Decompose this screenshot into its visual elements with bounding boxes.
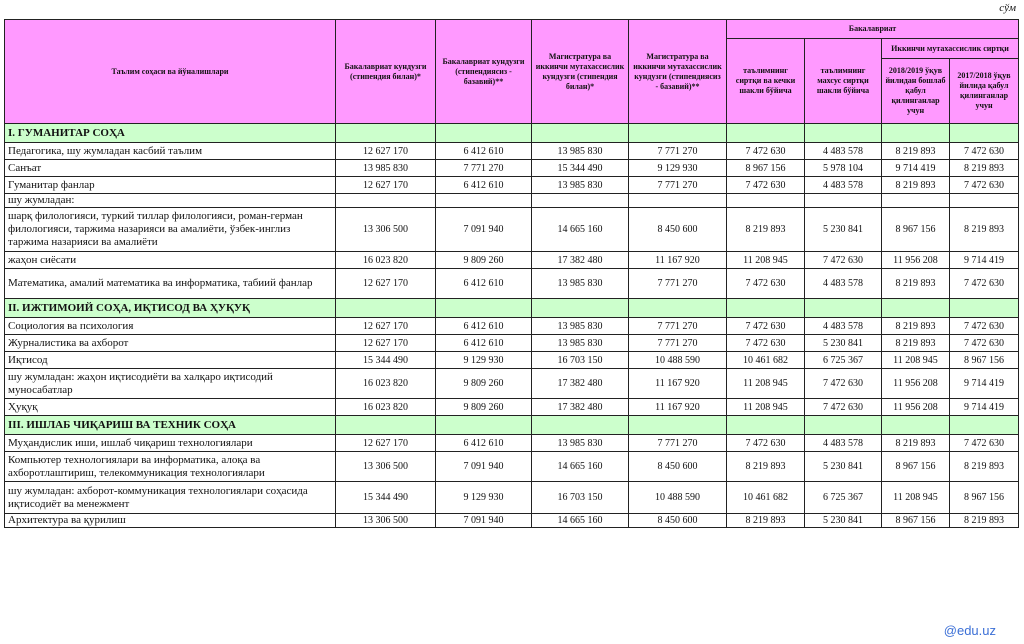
fee-cell: 13 985 830 xyxy=(532,318,629,335)
fee-cell: 4 483 578 xyxy=(805,435,882,452)
row-label: Санъат xyxy=(5,160,336,177)
row-label: Журналистика ва ахборот xyxy=(5,335,336,352)
fee-cell: 11 208 945 xyxy=(727,399,805,416)
fee-cell: 7 771 270 xyxy=(629,177,727,194)
fee-cell: 7 472 630 xyxy=(950,177,1019,194)
fee-cell: 7 472 630 xyxy=(727,435,805,452)
fee-cell: 13 306 500 xyxy=(336,208,436,252)
header-admitted-2017: 2017/2018 ўқув йилида қабул қилинганлар учун xyxy=(950,59,1019,124)
table-row xyxy=(5,482,1019,514)
fee-cell: 15 344 490 xyxy=(336,482,436,514)
fee-cell: 7 771 270 xyxy=(629,435,727,452)
section-fill-cell xyxy=(805,299,882,318)
fee-cell: 8 219 893 xyxy=(882,435,950,452)
row-label: Математика, амалий математика ва информатика, табиий фанлар xyxy=(5,269,336,299)
section-fill-cell xyxy=(629,299,727,318)
fee-cell: 8 967 156 xyxy=(950,352,1019,369)
fee-cell: 7 472 630 xyxy=(805,369,882,399)
fee-cell: 13 985 830 xyxy=(336,160,436,177)
row-label: Муҳандислик иши, ишлаб чиқариш технологиялари xyxy=(5,435,336,452)
fee-cell: 7 771 270 xyxy=(629,143,727,160)
fee-cell: 8 967 156 xyxy=(950,482,1019,514)
fee-cell: 8 219 893 xyxy=(882,269,950,299)
fee-cell: 13 985 830 xyxy=(532,269,629,299)
fee-cell: 8 219 893 xyxy=(727,208,805,252)
section-fill-cell xyxy=(532,299,629,318)
section-fill-cell xyxy=(436,416,532,435)
fee-cell: 7 472 630 xyxy=(805,399,882,416)
fee-cell: 6 412 610 xyxy=(436,143,532,160)
fee-cell: 4 483 578 xyxy=(805,269,882,299)
section-fill-cell xyxy=(532,124,629,143)
section-fill-cell xyxy=(629,124,727,143)
fee-cell: 7 091 940 xyxy=(436,452,532,482)
fee-cell xyxy=(950,194,1019,208)
fee-cell: 7 472 630 xyxy=(727,269,805,299)
fee-cell: 14 665 160 xyxy=(532,208,629,252)
section-fill-cell xyxy=(336,416,436,435)
fee-cell: 17 382 480 xyxy=(532,399,629,416)
section-title: III. ИШЛАБ ЧИҚАРИШ ВА ТЕХНИК СОҲА xyxy=(5,416,336,435)
header-special-extramural: таълимнинг махсус сиртқи шакли бўйича xyxy=(805,39,882,124)
fee-cell: 11 956 208 xyxy=(882,369,950,399)
fee-cell: 12 627 170 xyxy=(336,143,436,160)
table-row xyxy=(5,177,1019,194)
fee-cell: 8 967 156 xyxy=(882,514,950,528)
fee-cell: 6 412 610 xyxy=(436,269,532,299)
fee-cell: 9 714 419 xyxy=(950,252,1019,269)
fee-cell: 8 219 893 xyxy=(882,318,950,335)
fee-cell: 15 344 490 xyxy=(336,352,436,369)
fee-cell: 9 129 930 xyxy=(436,482,532,514)
table-row xyxy=(5,269,1019,299)
fee-cell: 11 167 920 xyxy=(629,369,727,399)
fee-cell: 8 219 893 xyxy=(882,143,950,160)
fee-cell: 6 412 610 xyxy=(436,335,532,352)
fee-cell: 13 985 830 xyxy=(532,143,629,160)
row-label: Архитектура ва қурилиш xyxy=(5,514,336,528)
table-row xyxy=(5,352,1019,369)
row-label: жаҳон сиёсати xyxy=(5,252,336,269)
section-fill-cell xyxy=(882,299,950,318)
row-label: Социология ва психология xyxy=(5,318,336,335)
table-row xyxy=(5,194,1019,208)
section-fill-cell xyxy=(727,124,805,143)
header-bach-group: Бакалавриат xyxy=(727,20,1019,39)
fee-cell: 6 412 610 xyxy=(436,435,532,452)
fee-cell: 12 627 170 xyxy=(336,177,436,194)
fee-cell: 16 703 150 xyxy=(532,352,629,369)
section-fill-cell xyxy=(336,124,436,143)
fee-cell: 7 472 630 xyxy=(950,318,1019,335)
fee-cell: 11 208 945 xyxy=(727,369,805,399)
row-label: Гуманитар фанлар xyxy=(5,177,336,194)
header-evening: таълимнинг сиртқи ва кечки шакли бўйича xyxy=(727,39,805,124)
table-row xyxy=(5,435,1019,452)
fee-cell: 8 967 156 xyxy=(727,160,805,177)
table-row xyxy=(5,514,1019,528)
section-fill-cell xyxy=(436,124,532,143)
fee-cell: 10 488 590 xyxy=(629,482,727,514)
fee-cell: 8 219 893 xyxy=(727,452,805,482)
fee-cell: 10 461 682 xyxy=(727,482,805,514)
table-row xyxy=(5,399,1019,416)
section-fill-cell xyxy=(950,124,1019,143)
header-bach-day-no-stipend: Бакалавриат кундузги (стипендиясиз - базавий)** xyxy=(436,20,532,124)
fee-cell xyxy=(532,194,629,208)
fee-cell: 7 472 630 xyxy=(727,335,805,352)
fee-cell: 16 023 820 xyxy=(336,399,436,416)
section-row xyxy=(5,299,1019,318)
fee-cell: 5 230 841 xyxy=(805,514,882,528)
section-title: II. ИЖТИМОИЙ СОҲА, ИҚТИСОД ВА ҲУҚУҚ xyxy=(5,299,336,318)
watermark-text: @edu.uz xyxy=(943,623,996,638)
fee-cell: 9 809 260 xyxy=(436,369,532,399)
section-fill-cell xyxy=(882,416,950,435)
fee-cell: 7 472 630 xyxy=(950,335,1019,352)
section-fill-cell xyxy=(882,124,950,143)
fee-cell: 14 665 160 xyxy=(532,514,629,528)
fee-cell: 8 219 893 xyxy=(950,514,1019,528)
fee-cell: 8 450 600 xyxy=(629,208,727,252)
row-label: Иқтисод xyxy=(5,352,336,369)
fee-cell: 10 488 590 xyxy=(629,352,727,369)
fee-cell: 17 382 480 xyxy=(532,369,629,399)
fee-cell: 9 809 260 xyxy=(436,252,532,269)
fee-cell: 15 344 490 xyxy=(532,160,629,177)
fee-cell: 6 725 367 xyxy=(805,482,882,514)
header-admitted-2018: 2018/2019 ўқув йилидан бошлаб қабул қилинганлар учун xyxy=(882,59,950,124)
fee-cell: 11 208 945 xyxy=(882,482,950,514)
table-row xyxy=(5,143,1019,160)
fee-cell: 9 129 930 xyxy=(436,352,532,369)
fee-cell: 9 714 419 xyxy=(950,369,1019,399)
fee-cell: 11 208 945 xyxy=(882,352,950,369)
fee-cell: 7 472 630 xyxy=(727,318,805,335)
header-second-specialty: Иккинчи мутахассислик сиртқи xyxy=(882,39,1019,59)
fee-cell: 7 472 630 xyxy=(950,269,1019,299)
fee-cell: 10 461 682 xyxy=(727,352,805,369)
fee-cell: 11 167 920 xyxy=(629,252,727,269)
row-label: шу жумладан: xyxy=(5,194,336,208)
fee-cell: 9 809 260 xyxy=(436,399,532,416)
row-label: Компьютер технологиялари ва информатика, алоқа ва ахборотлаштириш, телекоммуникация технологиялари xyxy=(5,452,336,482)
fee-cell: 5 978 104 xyxy=(805,160,882,177)
fee-cell: 9 714 419 xyxy=(882,160,950,177)
fee-cell: 7 472 630 xyxy=(950,143,1019,160)
row-label: шу жумладан: ахборот-коммуникация технологиялари соҳасида иқтисодиёт ва менежмент xyxy=(5,482,336,514)
section-fill-cell xyxy=(727,299,805,318)
fee-cell: 7 771 270 xyxy=(629,269,727,299)
fee-cell: 8 450 600 xyxy=(629,452,727,482)
fee-cell: 12 627 170 xyxy=(336,335,436,352)
fee-cell: 16 703 150 xyxy=(532,482,629,514)
fee-cell: 13 985 830 xyxy=(532,335,629,352)
fee-cell: 7 472 630 xyxy=(805,252,882,269)
currency-note: сўм xyxy=(999,2,1016,14)
table-row xyxy=(5,252,1019,269)
fee-cell: 6 412 610 xyxy=(436,177,532,194)
fee-cell: 7 091 940 xyxy=(436,514,532,528)
fee-cell: 6 412 610 xyxy=(436,318,532,335)
fee-cell xyxy=(805,194,882,208)
fee-cell xyxy=(727,194,805,208)
table-row xyxy=(5,208,1019,252)
section-fill-cell xyxy=(336,299,436,318)
header-mag-second-no-stipend: Магистратура ва иккинчи мутахассислик кундузги (стипендиясиз - базавий)** xyxy=(629,20,727,124)
fee-cell: 8 219 893 xyxy=(882,335,950,352)
fee-cell: 5 230 841 xyxy=(805,452,882,482)
fee-cell: 5 230 841 xyxy=(805,335,882,352)
fee-cell: 16 023 820 xyxy=(336,252,436,269)
fee-cell: 13 306 500 xyxy=(336,452,436,482)
fee-cell: 13 985 830 xyxy=(532,177,629,194)
section-title: I. ГУМАНИТАР СОҲА xyxy=(5,124,336,143)
fee-cell: 4 483 578 xyxy=(805,318,882,335)
fee-cell: 4 483 578 xyxy=(805,177,882,194)
fee-cell: 9 129 930 xyxy=(629,160,727,177)
header-bach-day-stipend: Бакалавриат кундузги (стипендия билан)* xyxy=(336,20,436,124)
row-label: шу жумладан: жаҳон иқтисодиёти ва халқаро иқтисодий муносабатлар xyxy=(5,369,336,399)
fee-cell: 11 167 920 xyxy=(629,399,727,416)
fee-cell xyxy=(436,194,532,208)
section-fill-cell xyxy=(950,299,1019,318)
section-row xyxy=(5,124,1019,143)
fee-cell xyxy=(629,194,727,208)
table-row xyxy=(5,160,1019,177)
fee-cell: 11 956 208 xyxy=(882,399,950,416)
section-fill-cell xyxy=(436,299,532,318)
fee-cell: 17 382 480 xyxy=(532,252,629,269)
section-row xyxy=(5,416,1019,435)
fee-cell: 16 023 820 xyxy=(336,369,436,399)
fee-cell: 6 725 367 xyxy=(805,352,882,369)
fee-cell: 7 771 270 xyxy=(436,160,532,177)
section-fill-cell xyxy=(629,416,727,435)
fee-cell: 9 714 419 xyxy=(950,399,1019,416)
fee-cell xyxy=(336,194,436,208)
fee-cell: 13 306 500 xyxy=(336,514,436,528)
fee-cell: 12 627 170 xyxy=(336,318,436,335)
row-label: Педагогика, шу жумладан касбий таълим xyxy=(5,143,336,160)
fee-cell: 13 985 830 xyxy=(532,435,629,452)
fee-cell xyxy=(882,194,950,208)
section-fill-cell xyxy=(727,416,805,435)
table-row xyxy=(5,452,1019,482)
fee-cell: 7 472 630 xyxy=(727,143,805,160)
fee-cell: 12 627 170 xyxy=(336,435,436,452)
section-fill-cell xyxy=(532,416,629,435)
row-label: Ҳуқуқ xyxy=(5,399,336,416)
fee-cell: 7 472 630 xyxy=(727,177,805,194)
table-row xyxy=(5,318,1019,335)
fee-cell: 8 219 893 xyxy=(950,452,1019,482)
table-row xyxy=(5,335,1019,352)
fee-cell: 5 230 841 xyxy=(805,208,882,252)
fee-cell: 11 208 945 xyxy=(727,252,805,269)
fee-cell: 8 219 893 xyxy=(950,208,1019,252)
fee-cell: 7 771 270 xyxy=(629,335,727,352)
section-fill-cell xyxy=(950,416,1019,435)
fee-cell: 8 219 893 xyxy=(882,177,950,194)
fee-cell: 7 472 630 xyxy=(950,435,1019,452)
fee-cell: 12 627 170 xyxy=(336,269,436,299)
fee-cell: 8 450 600 xyxy=(629,514,727,528)
section-fill-cell xyxy=(805,124,882,143)
fee-cell: 4 483 578 xyxy=(805,143,882,160)
row-label: шарқ филологияси, туркий тиллар филологияси, роман-герман филологияси, таржима назарияси ва амалиёти, ўзбек-инглиз таржима назарияси ва амалиёти xyxy=(5,208,336,252)
section-fill-cell xyxy=(805,416,882,435)
fee-cell: 14 665 160 xyxy=(532,452,629,482)
header-mag-second-stipend: Магистратура ва иккинчи мутахассислик кундузги (стипендия билан)* xyxy=(532,20,629,124)
fee-cell: 11 956 208 xyxy=(882,252,950,269)
fee-cell: 7 771 270 xyxy=(629,318,727,335)
fee-cell: 8 219 893 xyxy=(727,514,805,528)
table-row xyxy=(5,369,1019,399)
tuition-table xyxy=(4,19,1019,528)
fee-cell: 8 219 893 xyxy=(950,160,1019,177)
fee-cell: 8 967 156 xyxy=(882,208,950,252)
fee-cell: 8 967 156 xyxy=(882,452,950,482)
header-field: Таълим соҳаси ва йўналишлари xyxy=(5,20,336,124)
fee-cell: 7 091 940 xyxy=(436,208,532,252)
